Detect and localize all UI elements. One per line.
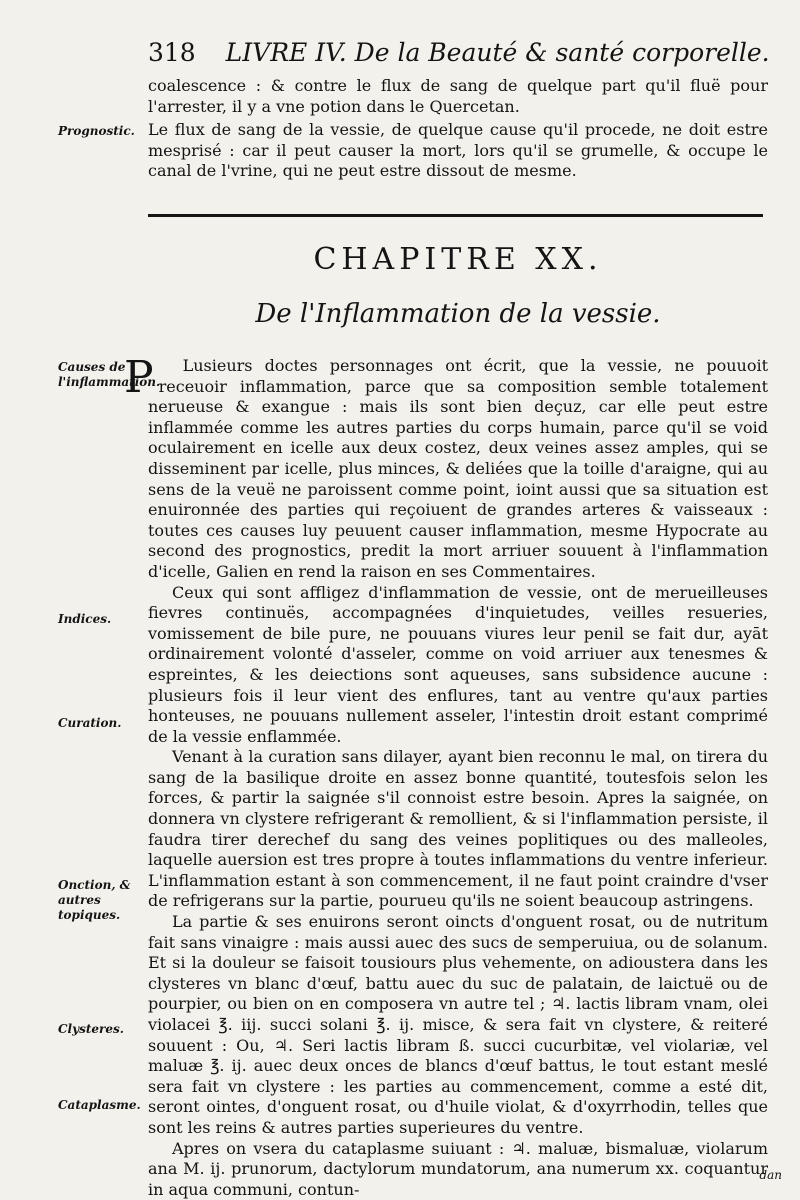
chapter-body — [124, 352, 768, 1200]
paragraph-causes-text: Lusieurs doctes personnages ont écrit, que la vessie, ne pouuoit receuoir inflammation, parce que sa composition semble totalement nerueuse & exangue : mais ils sont bien deçuz, car elle peut estre inflammée comme les autres parties du corps humain, parce qu'il se void oculairement en icelle aux deux costez, deux veines assez amples, qui se disseminent par icelle, plus minces, & deliées que la toille d'araigne, qui au sens de la veuë ne paroissent comme point, ioint aussi que sa situation est enuironnée des parties qui reçoiuent de grandes arteres & vaisseaux : toutes ces causes luy peuuent causer inflammation, mesme Hypocrate au second des prognostics, predit la mort arriuer souuent à l'inflammation d'icelle, Galien en rend la raison en ses Commentaires. — [148, 356, 768, 581]
running-title: LIVRE IV. De la Beauté & santé corporelle. — [225, 38, 770, 67]
chapter-title: CHAPITRE XX. — [313, 242, 603, 277]
margin-note-causes: Causes de l'inflammation. — [58, 360, 161, 389]
prognostic-paragraph: Le flux de sang de la vessie, de quelque cause qu'il procede, ne doit estre mesprisé : car il peut causer la mort, lors qu'il se grumelle, & occupe le canal de l'vrine, qui ne peut estre dissout de mesme. — [148, 120, 768, 181]
paragraph-causes — [124, 352, 768, 583]
margin-note-clysteres: Clysteres. — [58, 1022, 124, 1036]
paragraph-indices: Ceux qui sont affligez d'inflammation de vessie, ont de merueilleuses fievres continuës, accompagnées d'inquietudes, veilles resueries, vomissement de bile pure, ne pouuans viures leur penil se fait dur, ayāt ordinairement volonté d'asseler, comme on void arriuer aux tenesmes & espreintes, & les deiections sont aqueuses, sans subsidence aucune : plusieurs fois il leur vient des enflures, tant au ventre qu'aux parties honteuses, ne pouuans nullement asseler, l'intestin droit estant comprimé de la vessie enflammée. — [148, 582, 768, 746]
chapter-subtitle: De l'Inflammation de la vessie. — [255, 299, 661, 329]
margin-note-onction: Onction, & autres topiques. — [58, 878, 131, 922]
drop-cap: P — [124, 352, 154, 403]
catchword: dan — [759, 1168, 782, 1182]
running-header — [148, 36, 768, 70]
top-paragraph: coalescence : & contre le flux de sang de quelque part qu'il fluë pour l'arrester, il y a vne potion dans le Quercetan. — [148, 76, 768, 116]
margin-note-indices: Indices. — [58, 612, 112, 626]
page-number: 318 — [148, 38, 196, 67]
margin-note-curation: Curation. — [58, 716, 122, 730]
margin-note-cataplasme: Cataplasme. — [58, 1098, 141, 1112]
paragraph-onction: La partie & ses enuirons seront oincts d'onguent rosat, ou de nutritum fait sans vinaigre : mais aussi auec des sucs de semperuiua, ou de solanum. Et si la douleur se faisoit tousiours plus vehemente, on adioustera dans les clysteres vn blanc d'œuf, battu auec du suc de palatain, de laictuë ou de pourpier, ou bien on en composera vn autre tel ; ♃. lactis libram vnam, olei violacei ℥. iij. succi solani ℥. ij. misce, & sera fait vn clystere, & reiteré souuent : Ou, ♃. Seri lactis libram ß. succi cucurbitæ, vel violariæ, vel maluæ ℥. ij. auec deux onces de blancs d'œuf battus, le tout estant meslé sera fait vn clystere : les parties au commencement, comme a esté dit, seront ointes, d'onguent rosat, ou d'huile violat, & d'oxyrrhodin, telles que sont les reins & autres parties superieures du ventre. — [148, 912, 768, 1137]
paragraph-cataplasme: Apres on vsera du cataplasme suiuant : ♃. maluæ, bismaluæ, violarum ana M. ij. prunorum, dactylorum mundatorum, ana numerum xx. coquantur in aqua communi, contun- — [148, 1138, 768, 1199]
chapter-rule — [148, 214, 763, 217]
paragraph-curation: Venant à la curation sans dilayer, ayant bien reconnu le mal, on tirera du sang de la basilique droite en assez bonne quantité, toutesfois selon les forces, & partir la saignée s'il connoist estre besoin. Apres la saignée, on donnera vn clystere refrigerant & remollient, & si l'inflammation persiste, il faudra tirer derechef du sang des veines poplitiques ou des malleoles, laquelle auersion est tres propre à toutes inflammations du ventre inferieur. L'inflammation estant à son commencement, il ne faut point craindre d'vser de refrigerans sur la partie, pourueu qu'ils ne soient beaucoup astringens. — [148, 747, 768, 911]
margin-note-prognostic: Prognostic. — [58, 124, 135, 138]
